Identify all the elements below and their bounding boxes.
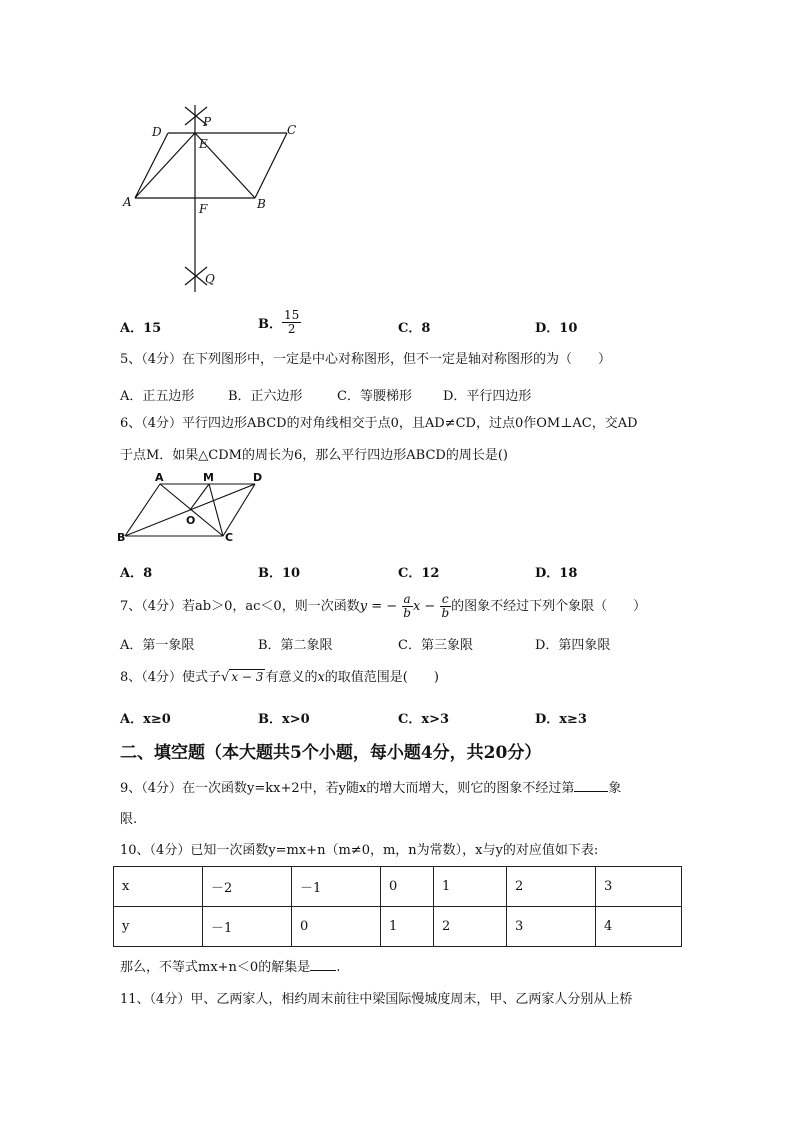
- q5-option-c[interactable]: C．等腰梯形: [337, 389, 412, 404]
- section-heading-fill-in: 二、填空题（本大题共5个小题，每小题4分，共20分）: [120, 743, 542, 763]
- q8-stem-before: 8、（4分）使式子: [120, 670, 222, 685]
- q10-after-table: [120, 958, 340, 977]
- segment-cb: [255, 133, 287, 198]
- q6-option-b[interactable]: B．10: [258, 566, 301, 581]
- table-cell: －2: [203, 867, 292, 907]
- q8-stem-mid: 有意义的: [265, 670, 318, 685]
- label-d: D: [152, 125, 162, 139]
- table-cell: 0: [381, 867, 434, 907]
- table-cell: －1: [203, 907, 292, 947]
- segment-dc: [223, 484, 255, 536]
- label-f: F: [199, 202, 208, 216]
- segment-ae: [135, 133, 195, 198]
- q10-value-table: [113, 866, 682, 947]
- q7-stem: [120, 593, 646, 621]
- q8-option-d[interactable]: D．x≥3: [535, 712, 587, 727]
- segment-mc: [209, 484, 223, 536]
- q7-stem-after: 的图象不经过下列个象限（ ）: [451, 599, 647, 614]
- q9-line2: 限.: [120, 812, 138, 827]
- table-cell: －1: [292, 867, 381, 907]
- table-cell: 1: [434, 867, 507, 907]
- q6-option-c[interactable]: C．12: [398, 566, 440, 581]
- q5-stem: 5、（4分）在下列图形中，一定是中心对称图形，但不一定是轴对称图形的为（ ）: [120, 352, 612, 367]
- q7-formula-eq: = −: [367, 599, 402, 614]
- table-cell: y: [114, 907, 203, 947]
- q9-line1-before: 9、（4分）在一次函数y=kx+2中，若y随x的增大而增大，则它的图象不经过第: [120, 781, 575, 796]
- q6-stem-line1: 6、（4分）平行四边形ABCD的对角线相交于点0，且AD≠CD，过点0作OM⊥AC，交AD: [120, 416, 638, 431]
- q4-option-b-fraction: [282, 309, 301, 336]
- q8-radicand: x − 3: [231, 670, 264, 684]
- q7-fraction-b2: b: [441, 606, 450, 620]
- table-cell: 1: [381, 907, 434, 947]
- q8-option-a[interactable]: A．x≥0: [120, 712, 171, 727]
- q6-option-a[interactable]: A．8: [120, 566, 153, 581]
- q4-option-b-denominator: 2: [287, 322, 296, 336]
- q8-stem: [120, 668, 439, 687]
- q4-option-b[interactable]: [258, 309, 301, 336]
- label-b: B: [257, 197, 266, 211]
- q5-option-b[interactable]: B．正六边形: [228, 389, 303, 404]
- q6-option-d[interactable]: D．18: [535, 566, 578, 581]
- q4-option-c[interactable]: C．8: [398, 321, 431, 336]
- table-cell: 2: [507, 867, 596, 907]
- q8-stem-after: 的取值范围是( ): [324, 670, 439, 685]
- q4-option-b-numerator: 15: [284, 308, 300, 322]
- q8-option-c[interactable]: C．x>3: [398, 712, 450, 727]
- figure-parallelogram-diagonals: [115, 470, 275, 550]
- table-row: [114, 907, 682, 947]
- q7-fraction-a-b: [401, 593, 413, 620]
- q7-option-b[interactable]: B．第二象限: [258, 638, 333, 653]
- label-b: B: [117, 531, 126, 544]
- q10-after-end: .: [336, 960, 341, 975]
- q7-formula-y: y: [359, 599, 368, 614]
- q6-stem-line2: 于点M．如果△CDM的周长为6，那么平行四边形ABCD的周长是(): [120, 448, 508, 463]
- label-c: C: [225, 531, 234, 544]
- table-cell: x: [114, 867, 203, 907]
- q7-formula-x: x: [412, 599, 421, 614]
- q11-stem: 11、（4分）甲、乙两家人，相约周末前往中梁国际慢城度周末，甲、乙两家人分别从上桥: [120, 992, 633, 1007]
- q5-option-a[interactable]: A．正五边形: [120, 389, 195, 404]
- label-q: Q: [205, 272, 215, 286]
- diagonal-ac: [160, 484, 223, 536]
- table-cell: 4: [596, 907, 682, 947]
- q4-option-b-prefix: B．: [258, 317, 282, 332]
- q9-answer-blank[interactable]: [574, 779, 608, 792]
- q9-line1-after: 象: [608, 781, 622, 796]
- q8-sqrt: √ x − 3: [221, 670, 264, 685]
- label-e: E: [199, 137, 208, 151]
- q7-fraction-a: a: [403, 592, 411, 606]
- q9-line1: [120, 779, 621, 798]
- q4-option-d[interactable]: D．10: [535, 321, 578, 336]
- table-row: [114, 867, 682, 907]
- q7-option-a[interactable]: A．第一象限: [120, 638, 195, 653]
- q8-option-b[interactable]: B．x>0: [258, 712, 310, 727]
- figure-parallelogram-bisector: [115, 100, 315, 300]
- q5-option-d[interactable]: D．平行四边形: [443, 389, 532, 404]
- q7-fraction-b1: b: [403, 606, 411, 620]
- q7-stem-before: 7、（4分）若ab＞0，ac＜0，则一次函数: [120, 599, 360, 614]
- table-cell: 3: [596, 867, 682, 907]
- q10-answer-blank[interactable]: [310, 958, 336, 971]
- q7-fraction-c: c: [441, 592, 449, 606]
- table-cell: 3: [507, 907, 596, 947]
- q7-option-c[interactable]: C．第三象限: [398, 638, 473, 653]
- table-cell: 2: [434, 907, 507, 947]
- label-d: D: [253, 471, 263, 484]
- segment-ad: [135, 133, 168, 198]
- label-m: M: [203, 471, 214, 484]
- label-a: A: [123, 195, 132, 209]
- q7-option-d[interactable]: D．第四象限: [535, 638, 611, 653]
- q10-stem: 10、（4分）已知一次函数y=mx+n（m≠0，m，n为常数），x与y的对应值如下表:: [120, 843, 599, 858]
- table-cell: 0: [292, 907, 381, 947]
- q7-formula-minus: −: [420, 599, 440, 614]
- q7-fraction-c-b: [439, 593, 451, 620]
- segment-ba: [125, 484, 160, 536]
- q8-var: x: [317, 670, 325, 685]
- q4-option-a[interactable]: A．15: [120, 321, 162, 336]
- label-a: A: [155, 471, 164, 484]
- label-c: C: [287, 123, 297, 137]
- label-o: O: [186, 514, 196, 527]
- label-p: P: [203, 115, 212, 129]
- q10-after-before: 那么，不等式mx+n＜0的解集是: [120, 960, 311, 975]
